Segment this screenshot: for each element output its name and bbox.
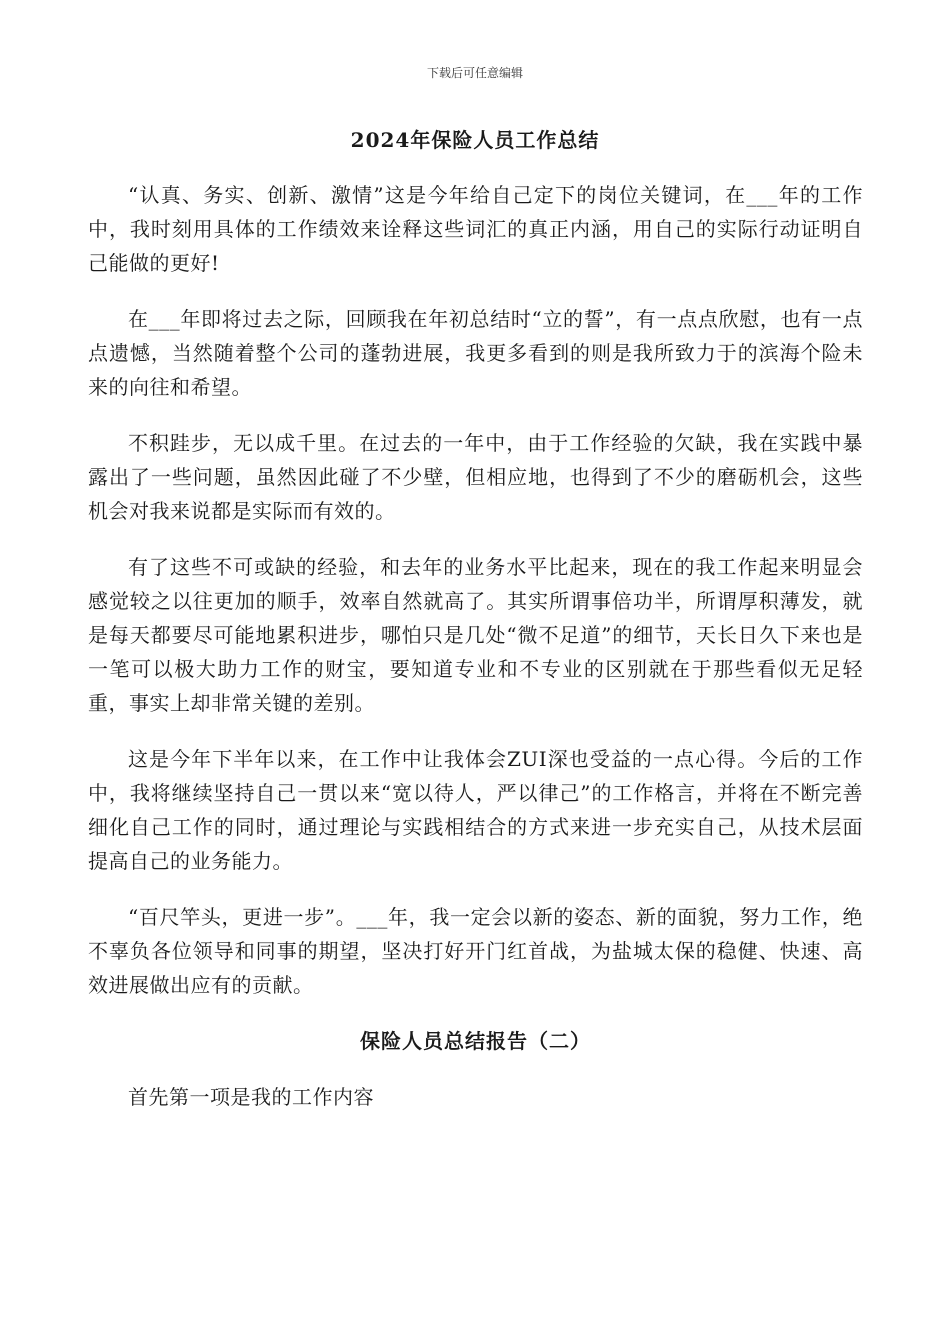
header-note: 下载后可任意编辑 (426, 66, 523, 80)
document-title: 2024年保险人员工作总结 (350, 128, 600, 152)
paragraph: 有了这些不可或缺的经验，和去年的业务水平比起来，现在的我工作起来明显会感觉较之以往更加的顺手，效率自然就高了。其实所谓事倍功半，所谓厚积薄发，就是每天都要尽可能地累积进步，哪怕只是几处“微不足道”的细节，天长日久下来也是一笔可以极大助力工作的财宝，要知道专业和不专业的区别就在于那些看似无足轻重，事实上却非常关键的差别。 (88, 555, 863, 715)
paragraph: “百尺竿头，更进一步”。___年，我一定会以新的姿态、新的面貌，努力工作，绝不辜负各位领导和同事的期望，坚决打好开门红首战，为盐城太保的稳健、快速、高效进展做出应有的贡献。 (88, 905, 863, 997)
document-body (88, 178, 863, 1136)
paragraph: 这是今年下半年以来，在工作中让我体会ZUI深也受益的一点心得。今后的工作中，我将继续坚持自己一贯以来“宽以待人，严以律己”的工作格言，并将在不断完善细化自己工作的同时，通过理论与实践相结合的方式来进一步充实自己，从技术层面提高自己的业务能力。 (88, 747, 863, 873)
paragraph: “认真、务实、创新、激情”这是今年给自己定下的岗位关键词，在___年的工作中，我时刻用具体的工作绩效来诠释这些词汇的真正内涵，用自己的实际行动证明自己能做的更好! (88, 183, 863, 275)
section-subtitle: 保险人员总结报告（二） (360, 1029, 591, 1053)
paragraph: 首先第一项是我的工作内容 (128, 1085, 374, 1109)
paragraph: 在___年即将过去之际，回顾我在年初总结时“立的誓”，有一点点欣慰，也有一点点遗憾，当然随着整个公司的蓬勃进展，我更多看到的则是我所致力于的滨海个险未来的向往和希望。 (88, 307, 863, 399)
paragraph: 不积跬步，无以成千里。在过去的一年中，由于工作经验的欠缺，我在实践中暴露出了一些问题，虽然因此碰了不少壁，但相应地，也得到了不少的磨砺机会，这些机会对我来说都是实际而有效的。 (88, 431, 863, 523)
